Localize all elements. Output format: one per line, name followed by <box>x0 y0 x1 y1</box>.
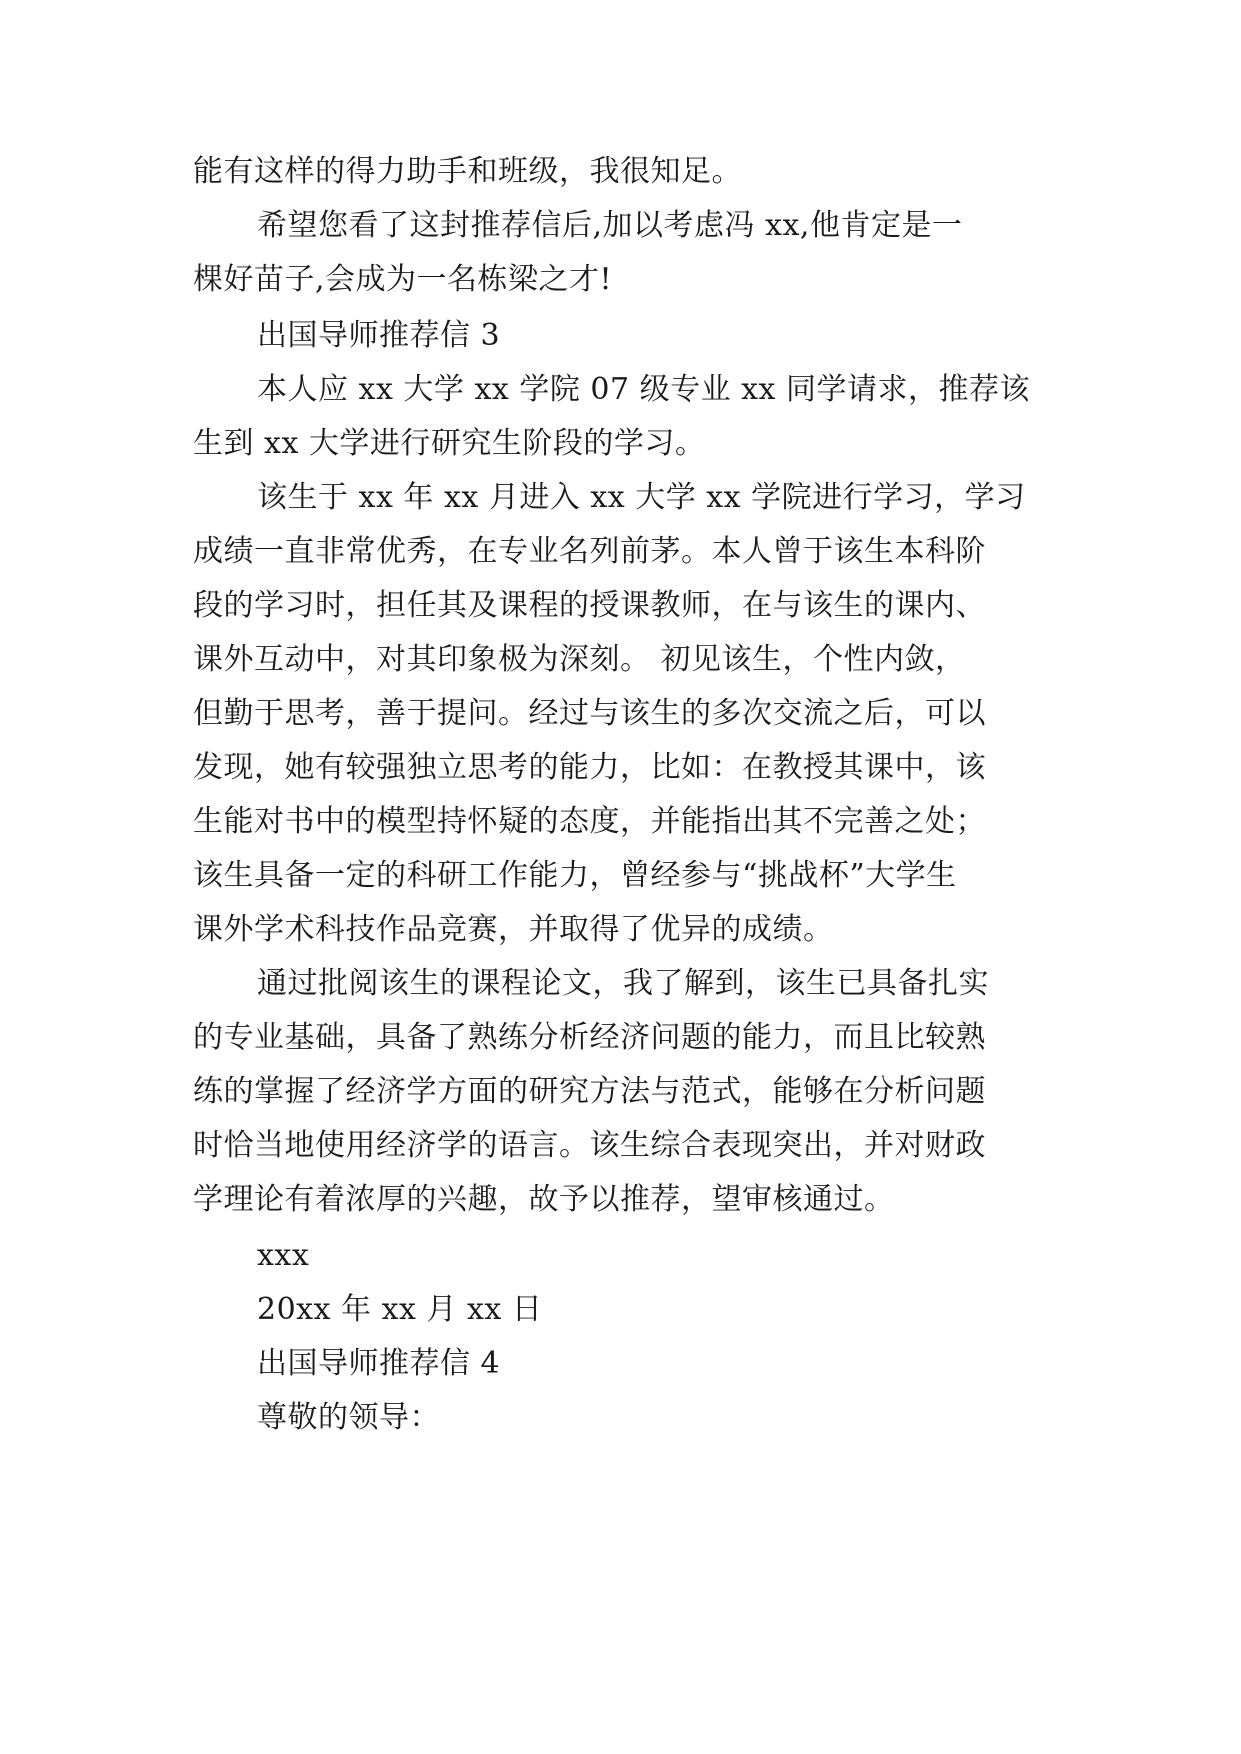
paragraph-line: 段的学习时，担任其及课程的授课教师，在与该生的课内、 <box>193 588 986 623</box>
paragraph-line: 能有这样的得力助手和班级，我很知足。 <box>193 154 742 189</box>
signature-date: 20xx 年 xx 月 xx 日 <box>257 1292 543 1327</box>
paragraph-line: 本人应 xx 大学 xx 学院 07 级专业 xx 同学请求，推荐该 <box>257 372 1030 407</box>
paragraph-line: 棵好苗子,会成为一名栋梁之才! <box>193 262 613 297</box>
paragraph-line: 通过批阅该生的课程论文，我了解到，该生已具备扎实 <box>257 966 989 1001</box>
paragraph-line: 该生具备一定的科研工作能力，曾经参与“挑战杯”大学生 <box>193 858 957 893</box>
paragraph-line: 学理论有着浓厚的兴趣，故予以推荐，望审核通过。 <box>193 1182 895 1217</box>
paragraph-line: 的专业基础，具备了熟练分析经济问题的能力，而且比较熟 <box>193 1020 986 1055</box>
paragraph-line: 练的掌握了经济学方面的研究方法与范式，能够在分析问题 <box>193 1074 986 1109</box>
paragraph-line: 发现，她有较强独立思考的能力，比如：在教授其课中，该 <box>193 750 986 785</box>
paragraph-line: 时恰当地使用经济学的语言。该生综合表现突出，并对财政 <box>193 1128 986 1163</box>
paragraph-line: 生能对书中的模型持怀疑的态度，并能指出其不完善之处； <box>193 804 986 839</box>
salutation: 尊敬的领导： <box>257 1400 440 1435</box>
paragraph-line: 希望您看了这封推荐信后,加以考虑冯 xx,他肯定是一 <box>257 208 963 243</box>
paragraph-line: 但勤于思考，善于提问。经过与该生的多次交流之后，可以 <box>193 696 986 731</box>
paragraph-line: 生到 xx 大学进行研究生阶段的学习。 <box>193 426 706 461</box>
paragraph-line: 课外互动中，对其印象极为深刻。 初见该生，个性内敛， <box>193 642 966 677</box>
paragraph-line: 课外学术科技作品竞赛，并取得了优异的成绩。 <box>193 912 834 947</box>
section-heading: 出国导师推荐信 3 <box>257 318 501 353</box>
paragraph-line: 该生于 xx 年 xx 月进入 xx 大学 xx 学院进行学习，学习 <box>257 480 1026 515</box>
signature-name: xxx <box>257 1238 310 1273</box>
section-heading: 出国导师推荐信 4 <box>257 1346 501 1381</box>
paragraph-line: 成绩一直非常优秀，在专业名列前茅。本人曾于该生本科阶 <box>193 534 986 569</box>
